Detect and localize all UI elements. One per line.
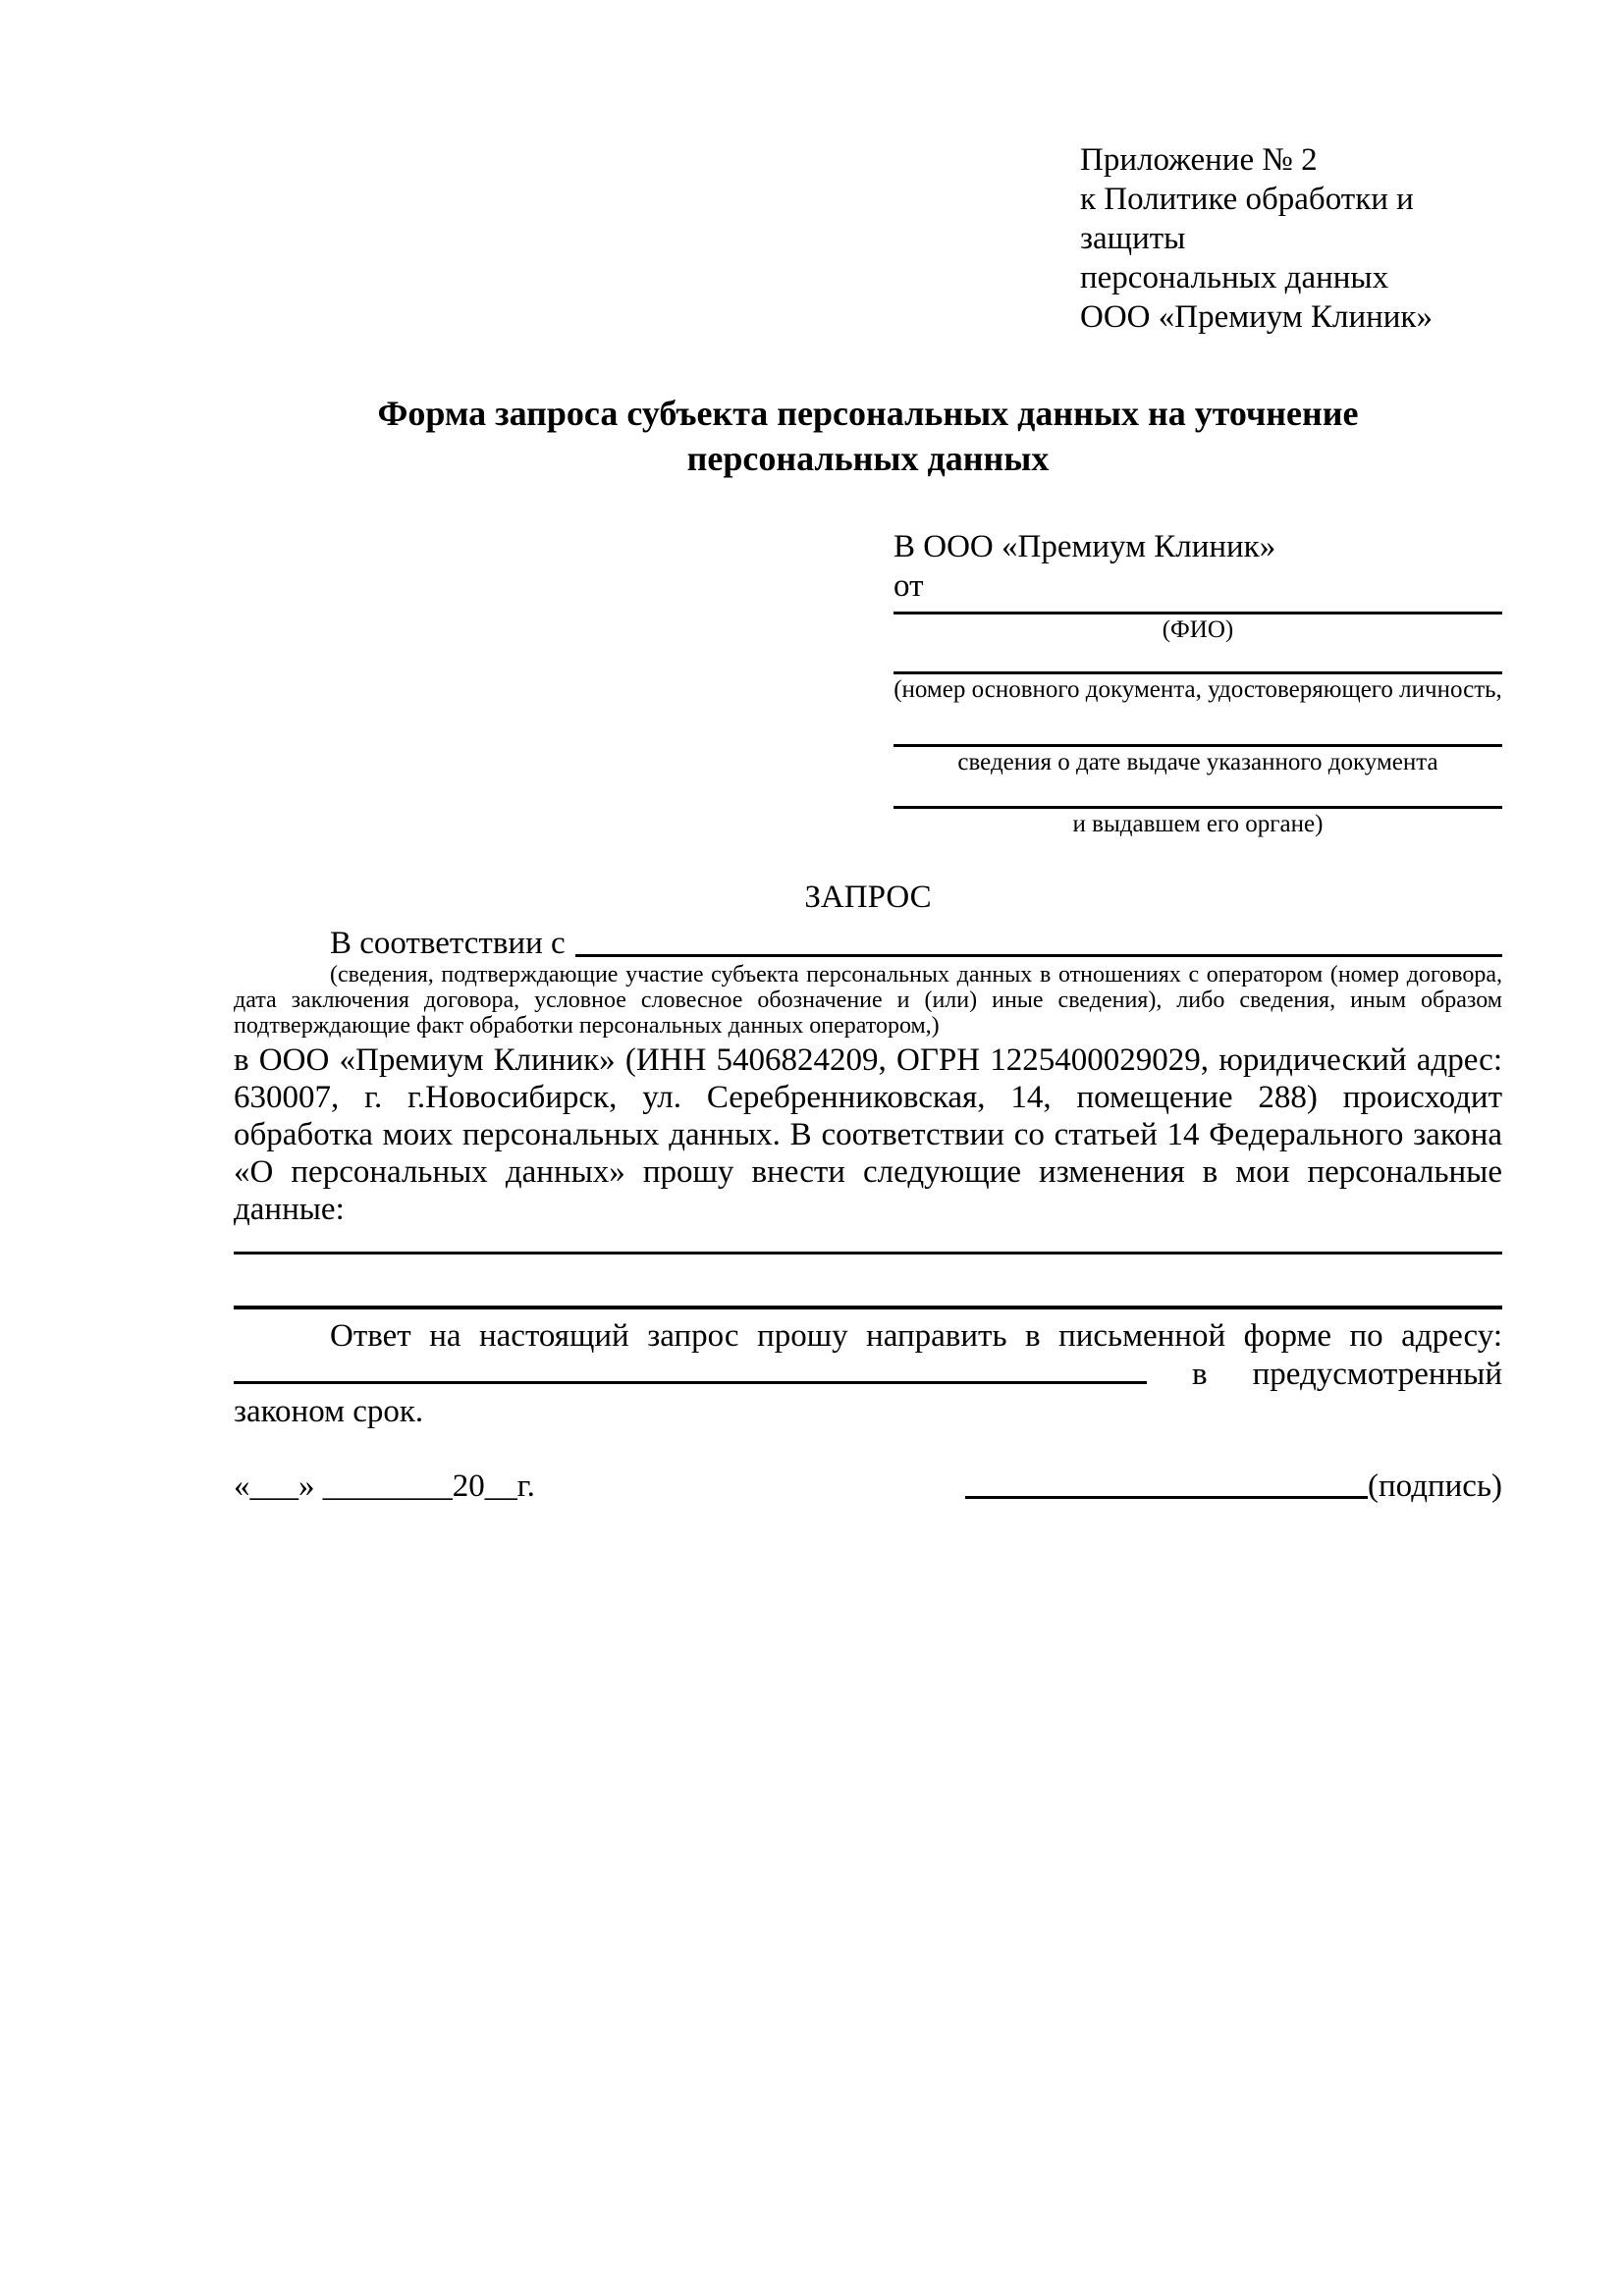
fio-caption: (ФИО)	[1162, 616, 1234, 643]
reply-word-stipulated: предусмотренный	[1252, 1357, 1503, 1392]
reply-paragraph	[234, 1317, 1502, 1430]
appendix-note-line: Приложение № 2	[1080, 142, 1318, 178]
issue-date-caption: сведения о дате выдаче указанного документа	[957, 749, 1438, 775]
fio-blank-line	[893, 606, 1502, 614]
issue-date-blank-line	[893, 706, 1502, 747]
request-heading: ЗАПРОС	[804, 880, 932, 915]
appendix-note	[1080, 0, 1502, 337]
document-number-caption: (номер основного документа, удостоверяющего личность,	[893, 676, 1502, 703]
accordance-prefix: В соответствии с	[330, 926, 566, 961]
changes-blank-line-2	[234, 1255, 1502, 1309]
accordance-blank-line	[575, 925, 1502, 957]
signature-group	[965, 1468, 1502, 1505]
reply-tail: законом срок.	[234, 1394, 424, 1429]
addressee-to: В ООО «Премиум Клиник»	[893, 529, 1276, 564]
addressee-block	[893, 527, 1502, 840]
issuer-caption: и выдавшем его органе)	[1072, 811, 1324, 837]
reply-text: Ответ на настоящий запрос прошу направить в письменной форме по адресу:	[330, 1318, 1502, 1354]
signature-blank-line	[965, 1469, 1368, 1499]
reply-address-blank-line	[234, 1355, 1147, 1384]
document-number-blank-line	[893, 646, 1502, 674]
date-signature-row	[234, 1468, 1502, 1505]
changes-blank-line-1	[234, 1228, 1502, 1255]
issuer-blank-line	[893, 778, 1502, 809]
accordance-row	[234, 925, 1502, 962]
appendix-note-line: к Политике обработки и защиты	[1080, 182, 1414, 256]
accordance-footnote: (сведения, подтверждающие участие субъекта персональных данных в отношениях с оператором (номер договора, дата заключения договора, условное словесное обозначение и (или) иные сведения), либо сведения, иным образом подтверждающие факт обработки персональных данных оператором,)	[234, 962, 1502, 1039]
date-blank: «___» ________20__г.	[234, 1468, 535, 1504]
appendix-note-line: ООО «Премиум Клиник»	[1080, 299, 1433, 335]
reply-word-in: в	[1192, 1357, 1208, 1392]
signature-caption: (подпись)	[1368, 1468, 1502, 1504]
addressee-from-label: от	[893, 568, 924, 604]
page-title: Форма запроса субъекта персональных данных на уточнение персональных данных	[377, 394, 1359, 478]
request-body-paragraph: в ООО «Премиум Клиник» (ИНН 5406824209, ОГРН 1225400029029, юридический адрес: 630007, г. г.Новосибирск, ул. Серебренниковская, 14, помещение 288) происходит обработка моих персональных данных. В соответствии со статьей 14 Федерального закона «О персональных данных» прошу внести следующие изменения в мои персональные данные:	[234, 1042, 1502, 1227]
appendix-note-line: персональных данных	[1080, 260, 1389, 295]
